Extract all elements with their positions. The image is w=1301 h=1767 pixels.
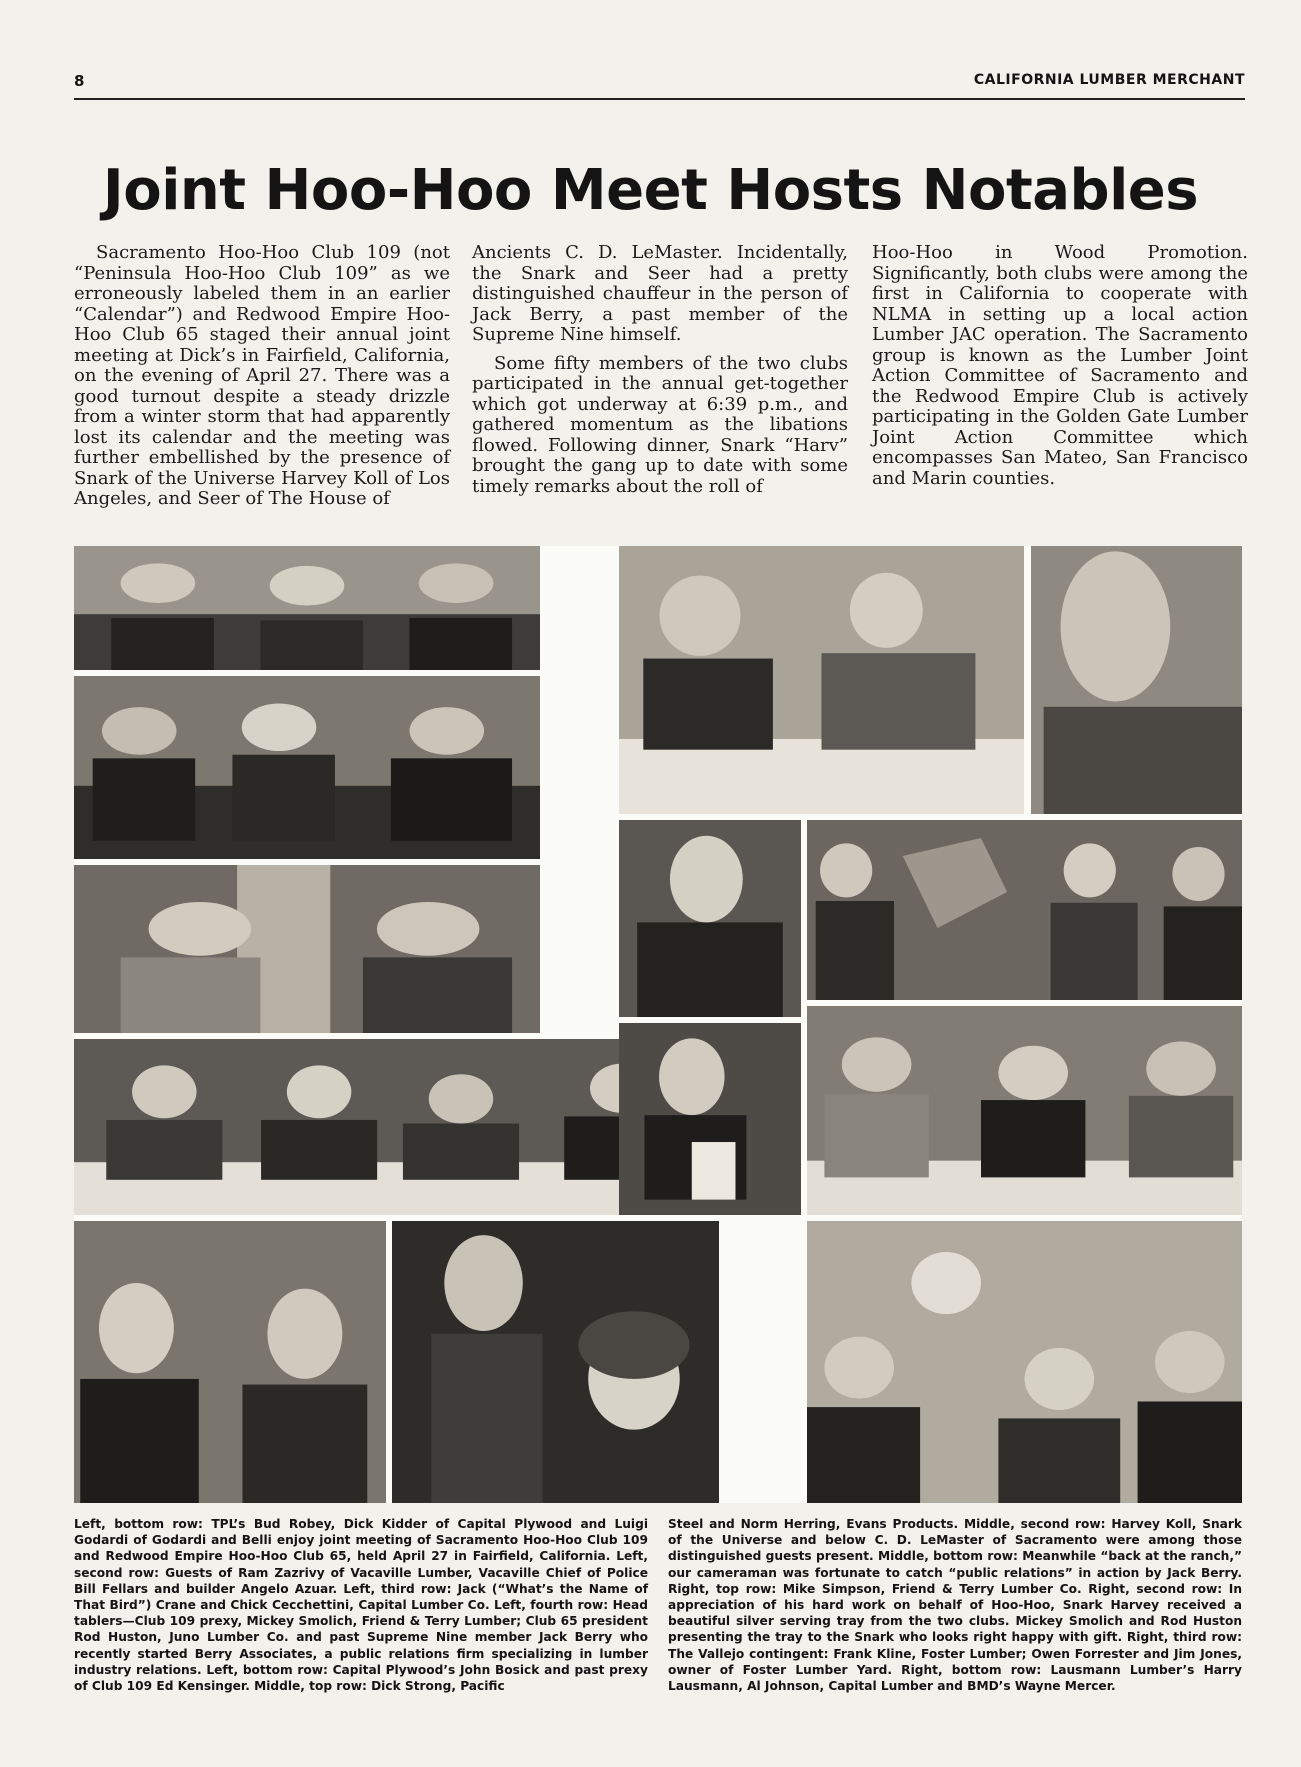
photo-two-men-laughing [74, 865, 540, 1033]
photo-cd-lemaster [619, 1023, 801, 1215]
photo-two-men-coffee [619, 546, 1024, 814]
body-paragraph-1-cont: Ancients C. D. LeMaster. Incidentally, the Snark and Seer had a pretty distinguished chauffeur in the person of Jack Berry, a past member of the Supreme Nine himself. [472, 242, 848, 345]
body-column-2 [472, 243, 848, 505]
photo-two-men-bottom [74, 1221, 386, 1503]
body-paragraph-2-cont: Some fifty members of the two clubs participated in the annual get-together which got underway at 6:39 p.m., and gathered momentum as the libations flowed. Following dinner, Snark “Harv” brought the gang up to date with some timely remarks about the roll of [472, 352, 848, 497]
photo-collage [74, 546, 1242, 1503]
publication-name: CALIFORNIA LUMBER MERCHANT [973, 72, 1245, 88]
running-header [74, 72, 1245, 100]
photo-man-smiling-top-right [1031, 546, 1242, 814]
body-paragraph-1: Sacramento Hoo-Hoo Club 109 (not “Peninsula Hoo-Hoo Club 109” as we erroneously labeled them in an earlier “Calendar”) and Redwood Empire Hoo-Hoo Club 65 staged their annual joint meeting at Dick’s in Fairfield, California, on the evening of April 27. There was a good turnout despite a steady drizzle from a winter storm that had apparently lost its calendar and the meeting was further embellished by the presence of Snark of the Universe Harvey Koll of Los Angeles, and Seer of The House of [74, 242, 450, 509]
photo-three-men-seated [74, 546, 540, 670]
body-column-3 [872, 243, 1248, 497]
caption-column-2: Steel and Norm Herring, Evans Products. Middle, second row: Harvey Koll, Snark of the Universe and below C. D. LeMaster of Sacramento were among those distinguished guests present. Middle, bottom row: Meanwhile “back at the ranch,” our cameraman was fortunate to catch “public relations” in action by Jack Berry. Right, top row: Mike Simpson, Friend & Terry Lumber Co. Right, second row: In appreciation of his hard work on behalf of Hoo-Hoo, Snark Harvey received a beautiful silver serving tray from the two clubs. Mickey Smolich and Rod Huston presenting the tray to the Snark who looks right happy with gift. Right, third row: The Vallejo contingent: Frank Kline, Foster Lumber; Owen Forrester and Jim Jones, owner of Foster Lumber Yard. Right, bottom row: Lausmann Lumber’s Harry Lausmann, Al Johnson, Capital Lumber and BMD’s Wayne Mercer. [668, 1517, 1242, 1694]
photo-public-relations [392, 1221, 719, 1503]
photo-vallejo-contingent [807, 1006, 1242, 1215]
photo-three-men-table [74, 676, 540, 859]
body-column-1 [74, 243, 450, 518]
article-headline: Joint Hoo-Hoo Meet Hosts Notables [102, 158, 1199, 223]
photo-lausmann-group [807, 1221, 1242, 1503]
article-body [74, 243, 1246, 518]
photo-captions [74, 1516, 1242, 1696]
photo-tray-presentation [807, 820, 1242, 1000]
page-number: 8 [74, 72, 85, 90]
photo-snark-harvey-koll [619, 820, 801, 1017]
caption-column-1: Left, bottom row: TPL’s Bud Robey, Dick Kidder of Capital Plywood and Luigi Godardi of Godardi and Belli enjoy joint meeting of Sacramento Hoo-Hoo Club 109 and Redwood Empire Hoo-Hoo Club 65, held April 27 in Fairfield, California. Left, second row: Guests of Ram Zazrivy of Vacaville Lumber, Vacaville Chief of Police Bill Fellars and builder Angelo Azuar. Left, third row: Jack (“What’s the Name of That Bird”) Crane and Chick Cecchettini, Capital Lumber Co. Left, fourth row: Head tablers—Club 109 prexy, Mickey Smolich, Friend & Terry Lumber; Club 65 president Rod Huston, Juno Lumber Co. and past Supreme Nine member Jack Berry who recently started Berry Associates, a public relations firm specializing in lumber industry relations. Left, bottom row: Capital Plywood’s John Bosick and past prexy of Club 109 Ed Kensinger. Middle, top row: Dick Strong, Pacific [74, 1517, 648, 1694]
body-paragraph-2-cont-cont: Hoo-Hoo in Wood Promotion. Significantly, both clubs were among the first in California to cooperate with NLMA in setting up a local action Lumber JAC operation. The Sacramento group is known as the Lumber Joint Action Committee of Sacramento and the Redwood Empire Club is actively participating in the Golden Gate Lumber Joint Action Committee which encompasses San Mateo, San Francisco and Marin counties. [872, 242, 1248, 489]
